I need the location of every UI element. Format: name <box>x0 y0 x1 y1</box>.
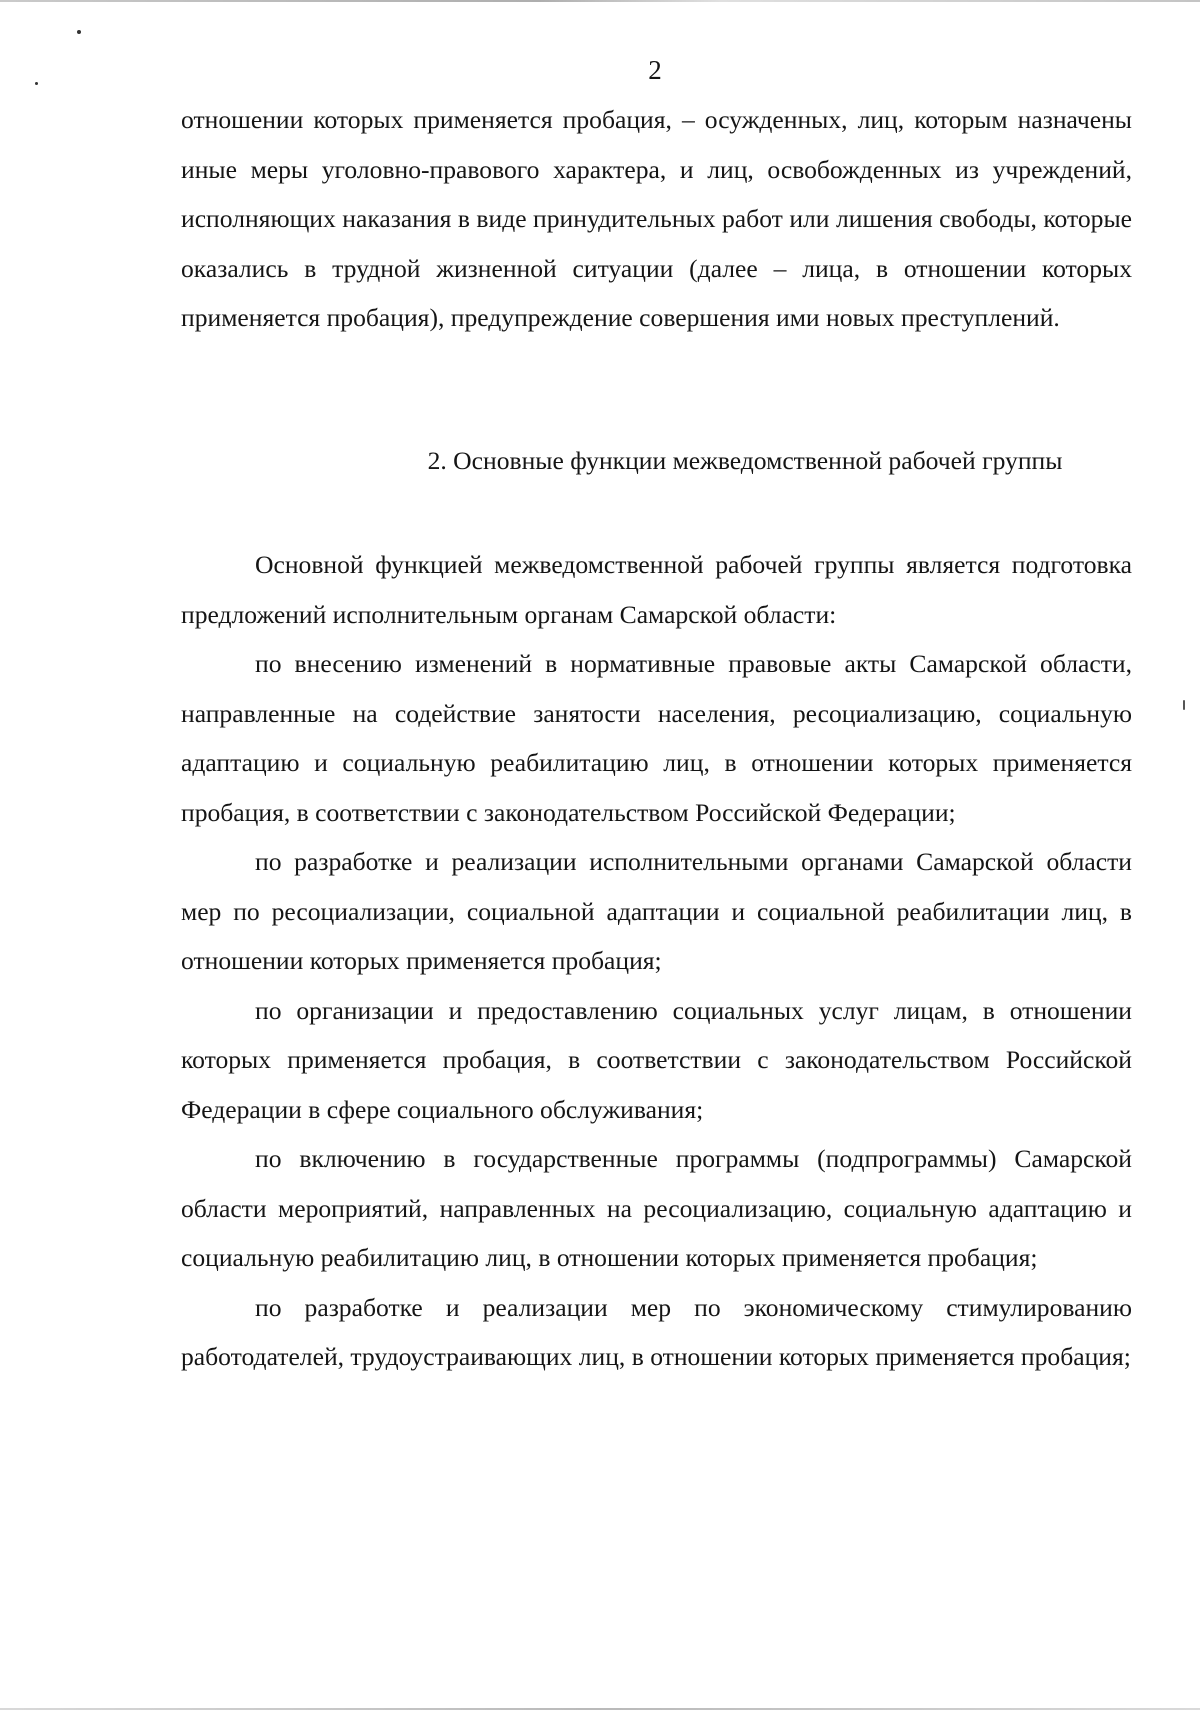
scan-speck <box>77 30 81 34</box>
section-heading: 2. Основные функции межведомственной рабочей группы <box>427 446 1063 475</box>
paragraph-employer-incentives: по разработке и реализации мер по экономическому стимулированию работодателей, трудоустраивающих лиц, в отношении которых применяется пробация; <box>181 1292 1132 1371</box>
paragraph-resocialization-measures: по разработке и реализации исполнительными органами Самарской области мер по ресоциализации, социальной адаптации и социальной реабилитации лиц, в отношении которых применяется пробация; <box>181 847 1132 975</box>
scan-speck <box>1183 700 1185 710</box>
paragraph-social-services: по организации и предоставлению социальных услуг лицам, в отношении которых применяется пробация, в соответствии с законодательством Российской Федерации в сфере социального обслуживания; <box>181 995 1132 1124</box>
scan-edge-bottom <box>0 1708 1200 1710</box>
section-body <box>181 540 1132 1382</box>
page-number: 2 <box>648 55 662 85</box>
paragraph-main-function: Основной функцией межведомственной рабочей группы является подготовка предложений исполнительным органам Самарской области: <box>181 550 1132 629</box>
intro-paragraph: отношении которых применяется пробация, – осужденных, лиц, которым назначены иные меры уголовно-правового характера, и лиц, освобожденных из учреждений, исполняющих наказания в виде принудительных работ или лишения свободы, которые оказались в трудной жизненной ситуации (далее – лица, в отношении которых применяется пробация), предупреждение совершения ими новых преступлений. <box>181 105 1132 332</box>
paragraph-state-programs: по включению в государственные программы (подпрограммы) Самарской области мероприятий, направленных на ресоциализацию, социальную адаптацию и социальную реабилитацию лиц, в отношении которых применяется пробация; <box>181 1144 1132 1272</box>
paragraph-legal-acts: по внесению изменений в нормативные правовые акты Самарской области, направленные на содействие занятости населения, ресоциализацию, социальную адаптацию и социальную реабилитацию лиц, в отношении которых применяется пробация, в соответствии с законодательством Российской Федерации; <box>181 649 1132 827</box>
scan-edge-top <box>0 0 1200 2</box>
